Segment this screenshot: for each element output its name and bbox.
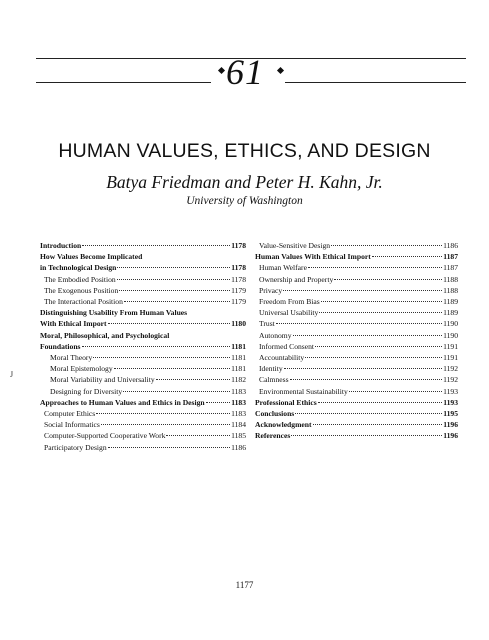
toc-entry[interactable] xyxy=(255,397,458,408)
toc-entry-label: Designing for Diversity xyxy=(50,386,123,396)
toc-entry-page: 1183 xyxy=(231,409,246,419)
toc-dot-leader xyxy=(331,245,442,246)
toc-entry[interactable] xyxy=(255,408,458,419)
toc-dot-leader xyxy=(101,424,230,425)
toc-entry-label: References xyxy=(255,431,291,441)
toc-dot-leader xyxy=(313,424,443,425)
toc-entry[interactable] xyxy=(255,430,458,441)
toc-entry-page: 1192 xyxy=(443,364,458,374)
chapter-number: 61 xyxy=(226,52,264,92)
toc-dot-leader xyxy=(284,368,442,369)
toc-entry[interactable] xyxy=(40,262,246,273)
toc-entry[interactable] xyxy=(40,240,246,251)
toc-entry-label: Acknowledgment xyxy=(255,420,312,430)
toc-entry-label: Ownership and Property xyxy=(259,274,334,284)
toc-entry-label: Computer Ethics xyxy=(44,409,96,419)
toc-entry[interactable] xyxy=(255,330,458,341)
toc-dot-leader xyxy=(156,379,230,380)
toc-entry-page: 1186 xyxy=(443,241,458,250)
toc-entry-page: 1189 xyxy=(443,308,458,318)
toc-entry-page: 1181 xyxy=(231,341,246,351)
toc-dot-leader xyxy=(315,346,442,347)
toc-entry-page: 1187 xyxy=(443,252,458,262)
toc-entry[interactable] xyxy=(40,318,246,329)
toc-entry-label: Moral Variability and Universality xyxy=(50,375,155,385)
toc-dot-leader xyxy=(372,256,442,257)
toc-entry-page: 1191 xyxy=(443,353,458,363)
toc-entry-page: 1181 xyxy=(231,353,246,363)
toc-entry[interactable] xyxy=(40,363,246,374)
toc-dot-leader xyxy=(290,379,443,380)
toc-entry-page: 1183 xyxy=(231,397,246,407)
toc-entry-label: Participatory Design xyxy=(44,442,107,452)
toc-entry-label: The Embodied Position xyxy=(44,274,116,284)
toc-entry-label: Introduction xyxy=(40,241,82,250)
toc-entry-page: 1181 xyxy=(231,364,246,374)
margin-mark: J xyxy=(10,370,14,379)
toc-dot-leader xyxy=(283,290,442,291)
toc-entry[interactable] xyxy=(40,408,246,419)
toc-dot-leader xyxy=(123,391,230,392)
toc-entry-page: 1189 xyxy=(443,297,458,307)
toc-dot-leader xyxy=(108,447,230,448)
toc-entry[interactable] xyxy=(40,430,246,441)
toc-entry-label: Conclusions xyxy=(255,409,295,419)
toc-entry[interactable] xyxy=(255,374,458,385)
toc-entry-page: 1192 xyxy=(443,375,458,385)
toc-dot-leader xyxy=(82,346,231,347)
toc-entry[interactable] xyxy=(255,318,458,329)
toc-entry[interactable] xyxy=(255,296,458,307)
toc-entry-page: 1196 xyxy=(443,420,458,430)
toc-entry[interactable] xyxy=(255,341,458,352)
toc-entry-page: 1196 xyxy=(443,431,458,441)
toc-dot-leader xyxy=(305,357,442,358)
toc-entry-page: 1178 xyxy=(231,274,246,284)
toc-entry-page: 1179 xyxy=(231,285,246,295)
toc-entry-page: 1179 xyxy=(231,297,246,307)
toc-entry[interactable] xyxy=(255,307,458,318)
toc-entry-page: 1187 xyxy=(443,263,458,273)
toc-entry[interactable] xyxy=(40,296,246,307)
toc-dot-leader xyxy=(82,245,230,246)
toc-entry-page: 1182 xyxy=(231,375,246,385)
toc-entry-page: 1195 xyxy=(443,409,458,419)
toc-dot-leader xyxy=(276,323,442,324)
toc-entry-page: 1188 xyxy=(443,285,458,295)
toc-entry-label: Moral Epistemology xyxy=(50,364,113,374)
toc-entry-label: Human Values With Ethical Import xyxy=(255,252,371,262)
toc-entry-label: Privacy xyxy=(259,285,283,295)
toc-dot-leader xyxy=(308,267,442,268)
toc-entry[interactable] xyxy=(40,374,246,385)
toc-dot-leader xyxy=(334,279,442,280)
chapter-title: HUMAN VALUES, ETHICS, AND DESIGN xyxy=(58,140,431,162)
toc-entry-label: Social Informatics xyxy=(44,420,100,430)
page-number: 1177 xyxy=(235,580,254,590)
author-affiliation: University of Washington xyxy=(186,195,303,207)
chapter-authors: Batya Friedman and Peter H. Kahn, Jr. xyxy=(106,172,383,192)
toc-entry[interactable] xyxy=(40,397,246,408)
toc-entry-label: Universal Usability xyxy=(259,308,319,318)
toc-entry[interactable] xyxy=(40,274,246,285)
toc-entry[interactable] xyxy=(40,442,246,453)
toc-entry-page: 1178 xyxy=(231,241,246,250)
chapter-rule-bottom-right xyxy=(285,82,466,83)
toc-entry[interactable] xyxy=(40,386,246,397)
toc-entry-label: Informed Consent xyxy=(259,341,315,351)
toc-entry-label: The Exogenous Position xyxy=(44,285,119,295)
toc-entry-page: 1193 xyxy=(443,397,458,407)
toc-dot-leader xyxy=(108,323,231,324)
toc-entry-label: Value-Sensitive Design xyxy=(259,241,331,250)
toc-heading-line[interactable]: How Values Become Implicated xyxy=(40,252,143,262)
toc-entry[interactable] xyxy=(255,352,458,363)
toc-dot-leader xyxy=(295,413,442,414)
toc-entry[interactable] xyxy=(255,274,458,285)
toc-entry-label: Accountability xyxy=(259,353,305,363)
table-of-contents-left xyxy=(40,240,246,453)
toc-entry-page: 1191 xyxy=(443,341,458,351)
toc-entry-label: Environmental Sustainability xyxy=(259,386,348,396)
toc-entry-page: 1190 xyxy=(443,319,458,329)
toc-heading-line[interactable]: Distinguishing Usability From Human Values xyxy=(40,308,188,318)
toc-entry-label: Foundations xyxy=(40,341,81,351)
toc-entry-page: 1190 xyxy=(443,330,458,340)
toc-entry[interactable] xyxy=(255,251,458,262)
toc-entry-label: Freedom From Bias xyxy=(259,297,320,307)
toc-entry-page: 1188 xyxy=(443,274,458,284)
toc-entry-page: 1186 xyxy=(231,442,246,452)
toc-heading-line[interactable]: Moral, Philosophical, and Psychological xyxy=(40,330,170,340)
toc-dot-leader xyxy=(114,368,230,369)
toc-entry-label: Moral Theory xyxy=(50,353,93,363)
toc-entry-page: 1184 xyxy=(231,420,246,430)
toc-entry-page: 1193 xyxy=(443,386,458,396)
toc-dot-leader xyxy=(117,279,230,280)
toc-entry-label: Identity xyxy=(259,364,283,374)
table-of-contents-right xyxy=(255,240,458,442)
toc-entry[interactable] xyxy=(40,352,246,363)
toc-dot-leader xyxy=(206,402,231,403)
toc-entry-label: Autonomy xyxy=(259,330,292,340)
toc-dot-leader xyxy=(293,335,443,336)
toc-entry-label: Trust xyxy=(259,319,275,329)
toc-dot-leader xyxy=(93,357,230,358)
toc-dot-leader xyxy=(319,312,442,313)
toc-entry-label: Calmness xyxy=(259,375,289,385)
toc-dot-leader xyxy=(119,290,230,291)
chapter-rule-bottom-left xyxy=(36,82,211,83)
toc-entry[interactable] xyxy=(255,363,458,374)
toc-entry-label: Computer-Supported Cooperative Work xyxy=(44,431,166,441)
toc-entry-label: Professional Ethics xyxy=(255,397,317,407)
toc-entry-label: Human Welfare xyxy=(259,263,307,273)
toc-dot-leader xyxy=(166,435,230,436)
toc-entry-page: 1183 xyxy=(231,386,246,396)
toc-entry[interactable] xyxy=(255,386,458,397)
toc-entry[interactable] xyxy=(255,419,458,430)
toc-entry[interactable] xyxy=(255,285,458,296)
toc-dot-leader xyxy=(349,391,442,392)
toc-dot-leader xyxy=(96,413,230,414)
toc-entry[interactable] xyxy=(40,419,246,430)
toc-entry-label: in Technological Design xyxy=(40,263,117,273)
toc-entry[interactable] xyxy=(40,285,246,296)
toc-dot-leader xyxy=(291,435,442,436)
toc-entry-page: 1180 xyxy=(231,319,246,329)
toc-dot-leader xyxy=(318,402,443,403)
toc-entry-label: With Ethical Import xyxy=(40,319,107,329)
toc-dot-leader xyxy=(117,267,230,268)
toc-entry[interactable] xyxy=(255,262,458,273)
toc-entry[interactable] xyxy=(40,341,246,352)
toc-entry-label: Approaches to Human Values and Ethics in Design xyxy=(40,397,205,407)
toc-dot-leader xyxy=(124,301,230,302)
toc-entry-label: The Interactional Position xyxy=(44,297,123,307)
toc-entry[interactable] xyxy=(255,240,458,251)
toc-entry-page: 1178 xyxy=(231,263,246,273)
toc-entry-page: 1185 xyxy=(231,431,246,441)
toc-dot-leader xyxy=(321,301,442,302)
